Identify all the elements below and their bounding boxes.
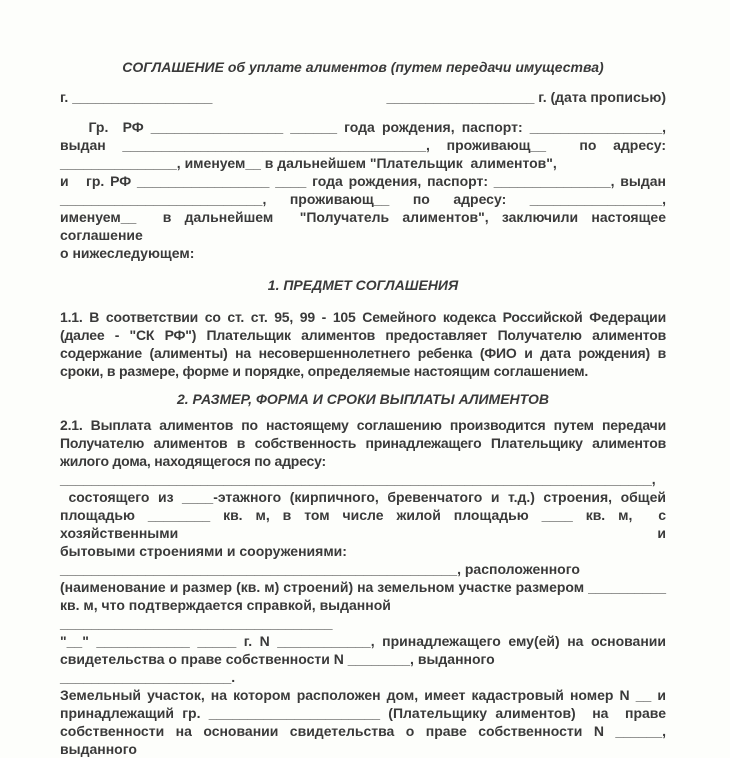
blank-fill-line: (наименование и размер (кв. м) строений) на земельном участке размером __________ [60,579,666,595]
blank-fill-line: Земельный участок, на котором расположен дом, имеет кадастровый номер N __ и [60,687,666,703]
section-1-heading: 1. ПРЕДМЕТ СОГЛАШЕНИЯ [267,277,459,293]
blank-fill-line: "__" ____________ _____ г. N ____________, принадлежащего ему(ей) на основании [60,633,666,649]
blank-fill-line: состоящего из ____-этажного (кирпичного, бревенчатого и т.д.) строения, общей [60,489,666,505]
parties-paragraph [60,118,670,262]
blank-fill-line: свидетельства о праве собственности N ________, выданного ______________________. [60,651,499,685]
clause-1-1: 1.1. В соответствии со ст. ст. 95, 99 - 105 Семейного кодекса Российской Федерации (далее - "СК РФ") Плательщик алиментов предоставляет Получателю алиментов содержание (алименты) на несовершеннолетнего ребенка (ФИО и дата рождения) в сроки, в размере, форме и порядке, определяемые настоящим соглашением. [60,309,666,379]
blank-fill-line: ___________________________________________________, расположенного [60,561,580,577]
intro-line: выдан _______________________________________, проживающ__ по адресу: [60,137,666,153]
intro-line: __________________________, проживающ__ по адресу: _________________, [60,191,666,207]
intro-line: именуем__ в дальнейшем "Получатель алиментов", заключили настоящее соглашение [60,209,670,243]
intro-line: _______________, именуем__ в дальнейшем "Плательщик алиментов", [60,155,557,171]
blank-fill-line: ____________________________________________________________________________, [60,471,656,487]
blank-fill-line: площадью ________ кв. м, в том числе жилой площадью ____ кв. м, с хозяйственными и [60,507,670,541]
intro-line: о нижеследующем: [60,245,195,261]
blank-fill-line: собственности на основании свидетельства о праве собственности N ______, выданного [60,723,670,757]
intro-line: Гр. РФ _________________ ______ года рождения, паспорт: _________________, [60,119,667,135]
blank-fill-line: принадлежащий гр. ______________________ (Плательщику алиментов) на праве [60,705,666,721]
clause-2-1-blanks [60,470,670,758]
blank-fill-line: кв. м, что подтверждается справкой, выданной ___________________________________ [60,597,395,631]
city-and-date-line [60,88,666,106]
section-2-heading: 2. РАЗМЕР, ФОРМА И СРОКИ ВЫПЛАТЫ АЛИМЕНТОВ [176,391,550,407]
date-blank: ___________________ г. (дата прописью) [386,89,666,105]
blank-fill-line: бытовыми строениями и сооружениями: [60,543,347,559]
city-blank: г. __________________ [60,89,213,105]
document-title: СОГЛАШЕНИЕ об уплате алиментов (путем передачи имущества) [122,59,604,75]
clause-2-1: 2.1. Выплата алиментов по настоящему соглашению производится путем передачи Получателю алиментов в собственность принадлежащего Плательщику алиментов жилого дома, находящегося по адресу: [60,417,666,469]
intro-line: и гр. РФ _________________ ____ года рождения, паспорт: _______________, выдан [60,173,666,189]
